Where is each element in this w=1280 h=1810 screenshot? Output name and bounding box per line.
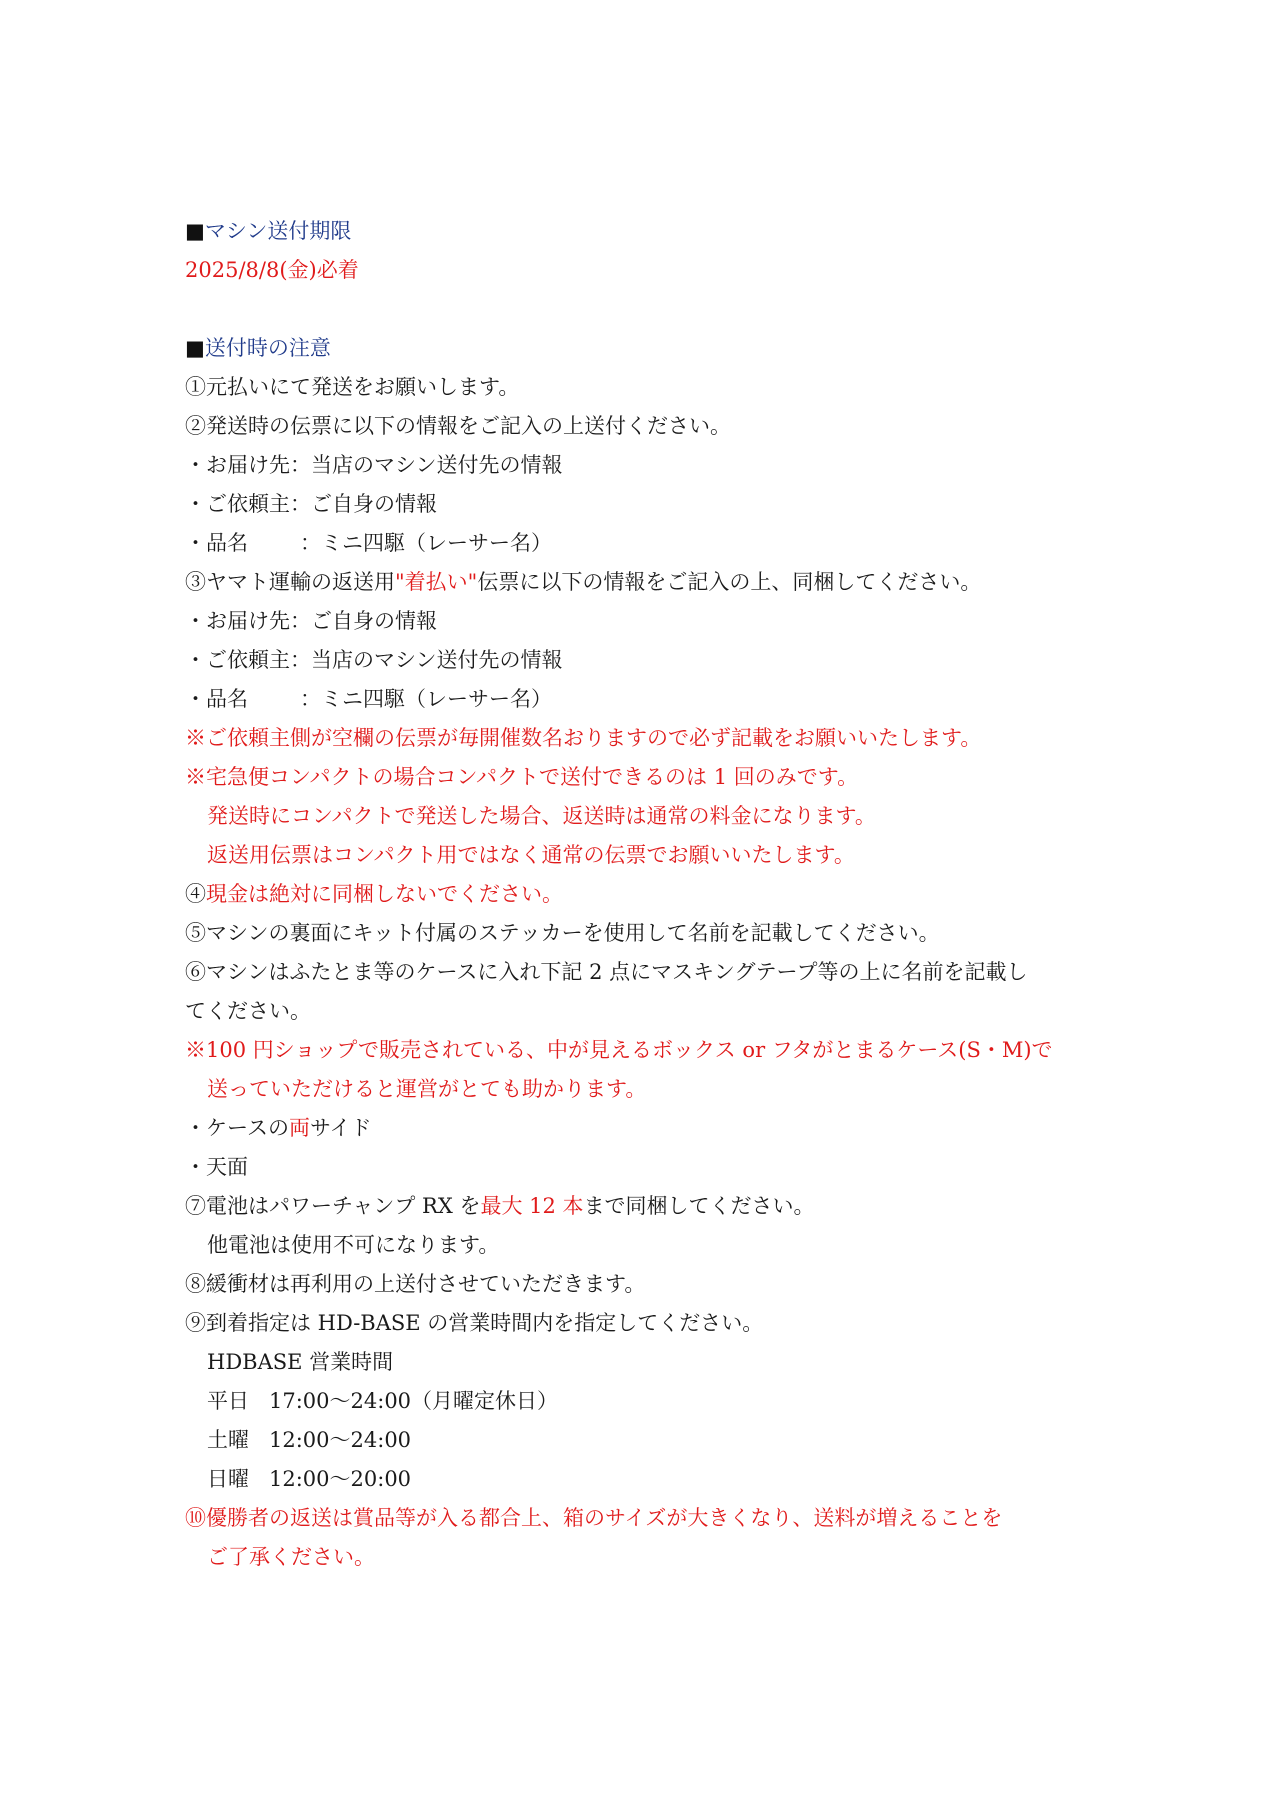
item-4-text: 現金は絶対に同梱しないでください。	[206, 882, 563, 906]
square-bullet: ■	[185, 219, 205, 243]
item-6-top: ・天面	[185, 1155, 248, 1179]
sides-pre: ・ケースの	[185, 1116, 289, 1140]
product-label: ・品名	[185, 687, 248, 711]
product-value: ：ミニ四駆（レーサー名）	[300, 531, 552, 555]
hours-time: 17:00～24:00（月曜定休日）	[269, 1389, 559, 1413]
note-3-line-2: 送っていただけると運営がとても助かります。	[207, 1077, 647, 1101]
product-label: ・品名	[185, 531, 248, 555]
item-10-line-2: ご了承ください。	[207, 1545, 375, 1569]
item-7-highlight: 最大 12 本	[480, 1194, 584, 1218]
hours-time: 12:00～20:00	[269, 1467, 412, 1491]
item-3-product	[185, 680, 1105, 719]
hours-day: 日曜	[207, 1467, 249, 1491]
section-title: 送付時の注意	[204, 336, 331, 360]
hours-row	[185, 1460, 1105, 1499]
item-2-sender: ・ご依頼主：ご自身の情報	[185, 492, 437, 516]
hours-row	[185, 1421, 1105, 1460]
item-2-recipient: ・お届け先：当店のマシン送付先の情報	[185, 453, 563, 477]
note-2-line-2: 発送時にコンパクトで発送した場合、返送時は通常の料金になります。	[207, 804, 876, 828]
sides-post: サイド	[309, 1116, 372, 1140]
hours-day: 土曜	[207, 1428, 249, 1452]
sides-highlight: 両	[288, 1116, 310, 1140]
item-9: ⑨到着指定は HD-BASE の営業時間内を指定してください。	[185, 1311, 764, 1335]
hours-title: HDBASE 営業時間	[207, 1350, 394, 1374]
hours-time: 12:00～24:00	[269, 1428, 412, 1452]
note-1: ※ご依頼主側が空欄の伝票が毎開催数名おりますので必ず記載をお願いいたします。	[185, 726, 982, 750]
item-5: ⑤マシンの裏面にキット付属のステッカーを使用して名前を記載してください。	[185, 921, 940, 945]
note-2: ※宅急便コンパクトの場合コンパクトで送付できるのは 1 回のみです。	[185, 765, 859, 789]
item-2: ②発送時の伝票に以下の情報をご記入の上送付ください。	[185, 414, 731, 438]
hours-row	[185, 1382, 1105, 1421]
item-3-highlight: "着払い"	[395, 570, 478, 594]
item-6: ⑥マシンはふたとま等のケースに入れ下記 2 点にマスキングテープ等の上に名前を記載し	[185, 960, 1028, 984]
item-3-recipient: ・お届け先：ご自身の情報	[185, 609, 437, 633]
item-3-post: 伝票に以下の情報をご記入の上、同梱してください。	[477, 570, 982, 594]
item-6-line-2: てください。	[185, 999, 311, 1023]
deadline-date: 2025/8/8(金)必着	[185, 258, 359, 282]
hours-day: 平日	[207, 1389, 249, 1413]
note-2-line-3: 返送用伝票はコンパクト用ではなく通常の伝票でお願いいたします。	[207, 843, 855, 867]
section-heading-deadline	[185, 212, 1105, 251]
item-8: ⑧緩衝材は再利用の上送付させていただきます。	[185, 1272, 646, 1296]
item-7-pre: ⑦電池はパワーチャンプ RX を	[185, 1194, 481, 1218]
blank-line	[185, 290, 1105, 329]
item-3-pre: ③ヤマト運輸の返送用	[185, 570, 395, 594]
item-4-number: ④	[185, 882, 206, 906]
item-7-post: まで同梱してください。	[583, 1194, 815, 1218]
section-title: マシン送付期限	[204, 219, 352, 243]
item-1: ①元払いにて発送をお願いします。	[185, 375, 520, 399]
section-heading-notes	[185, 329, 1105, 368]
note-3: ※100 円ショップで販売されている、中が見えるボックス or フタがとまるケース(S・M)で	[185, 1038, 1053, 1062]
item-10: ⑩優勝者の返送は賞品等が入る都合上、箱のサイズが大きくなり、送料が増えることを	[185, 1506, 1003, 1530]
item-4	[185, 875, 1105, 914]
item-3-sender: ・ご依頼主：当店のマシン送付先の情報	[185, 648, 563, 672]
item-2-product	[185, 524, 1105, 563]
document-page	[185, 212, 1105, 1577]
item-6-sides	[185, 1109, 1105, 1148]
item-7	[185, 1187, 1105, 1226]
product-value: ：ミニ四駆（レーサー名）	[300, 687, 552, 711]
item-7-line-2: 他電池は使用不可になります。	[207, 1233, 500, 1257]
item-3	[185, 563, 1105, 602]
square-bullet: ■	[185, 336, 205, 360]
